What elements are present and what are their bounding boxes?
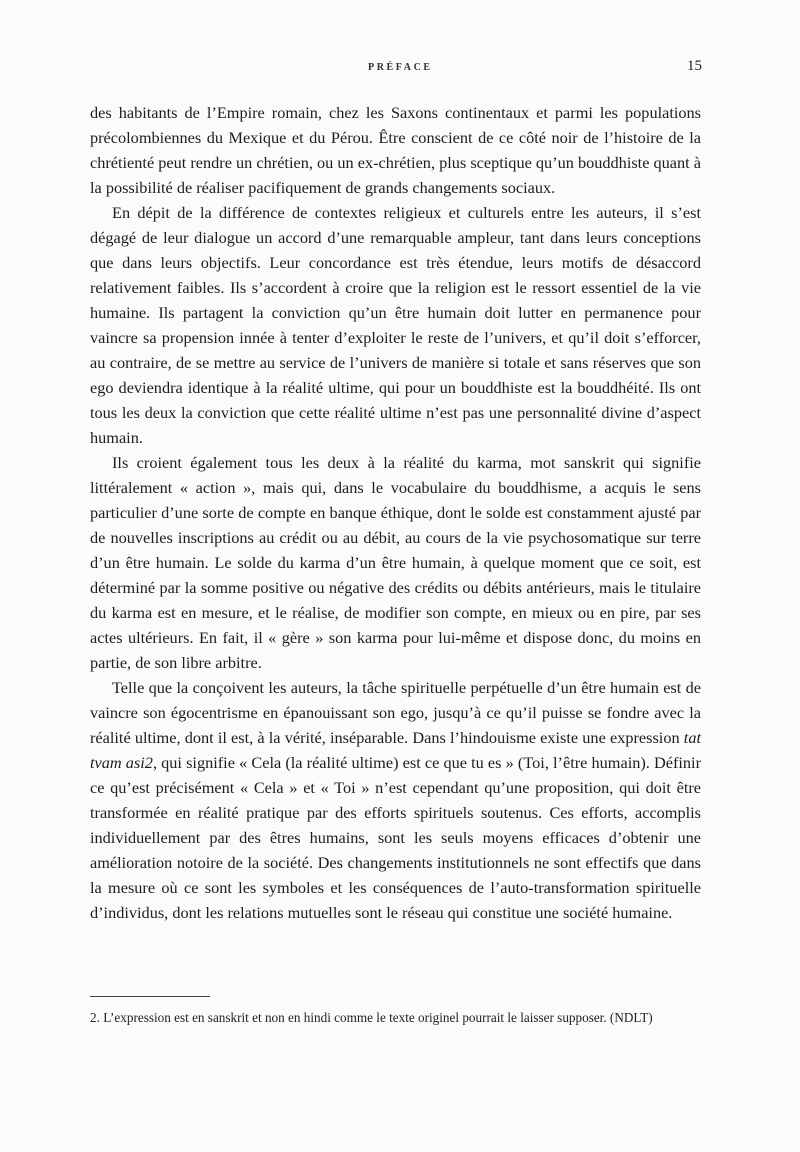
- running-head: PRÉFACE: [368, 62, 433, 73]
- sanskrit-expression: tat tvam asi2: [90, 728, 701, 772]
- paragraph-2: En dépit de la différence de contextes religieux et culturels entre les auteurs, il s’est dégagé de leur dialogue un accord d’une remarquable ampleur, tant dans leurs conceptions que dans leurs objectifs. Leur concordance est très étendue, leurs motifs de désaccord relativement faibles. Ils s’accordent à croire que la religion est le ressort essentiel de la vie humaine. Ils partagent la conviction qu’un être humain doit lutter en permanence pour vaincre sa propension innée à tenter d’exploiter le reste de l’univers, et qu’il doit s’efforcer, au contraire, de se mettre au service de l’univers de manière si totale et sans réserves que son ego deviendra identique à la réalité ultime, qui pour un bouddhiste est la bouddhéité. Ils ont tous les deux la conviction que cette réalité ultime n’est pas une personnalité divine d’aspect humain.: [90, 203, 701, 447]
- paragraph-3: Ils croient également tous les deux à la réalité du karma, mot sanskrit qui signifie littéralement « action », mais qui, dans le vocabulaire du bouddhisme, a acquis le sens particulier d’une sorte de compte en banque éthique, dont le solde est constamment ajusté par de nouvelles inscriptions au crédit ou au débit, au cours de la vie psychosomatique sur terre d’un être humain. Le solde du karma d’un être humain, à quelque moment que ce soit, est déterminé par la somme positive ou négative des crédits ou débits antérieurs, mais le titulaire du karma est en mesure, et le réalise, de modifier son compte, en mieux ou en pire, par ses actes ultérieurs. En fait, il « gère » son karma pour lui-même et dispose donc, du moins en partie, de son libre arbitre.: [90, 453, 701, 672]
- paragraph-4-part-2: , qui signifie « Cela (la réalité ultime) est ce que tu es » (Toi, l’être humain). Définir ce qu’est précisément « Cela » et « Toi » n’est cependant qu’une proposition, qui doit être transformée en réalité pratique par des efforts spirituels soutenus. Ces efforts, accomplis individuellement par des êtres humains, sont les seuls moyens efficaces d’obtenir une amélioration notoire de la société. Des changements institutionnels ne sont effectifs que dans la mesure où ce sont les symboles et les conséquences de l’auto-transformation spirituelle d’individus, dont les relations mutuelles sont le réseau qui constitue une société humaine.: [90, 753, 702, 922]
- paragraph-4: [90, 675, 701, 925]
- paragraph-1: des habitants de l’Empire romain, chez les Saxons continentaux et parmi les populations précolombiennes du Mexique et du Pérou. Être conscient de ce côté noir de l’histoire de la chrétienté peut rendre un chrétien, ou un ex-chrétien, plus sceptique qu’un bouddhiste quant à la possibilité de réaliser pacifiquement de grands changements sociaux.: [90, 103, 701, 197]
- paragraph-4-part-1: Telle que la conçoivent les auteurs, la tâche spirituelle perpétuelle d’un être humain est de vaincre son égocentrisme en épanouissant son ego, jusqu’à ce qu’il puisse se fondre avec la réalité ultime, dont il est, à la vérité, inséparable. Dans l’hindouisme existe une expression: [90, 678, 701, 747]
- footnote-rule: [90, 996, 210, 997]
- footnote: 2. L’expression est en sanskrit et non en hindi comme le texte originel pourrait le laisser supposer. (NDLT): [90, 1010, 653, 1025]
- page-number: 15: [687, 58, 702, 74]
- body-text: [90, 100, 701, 925]
